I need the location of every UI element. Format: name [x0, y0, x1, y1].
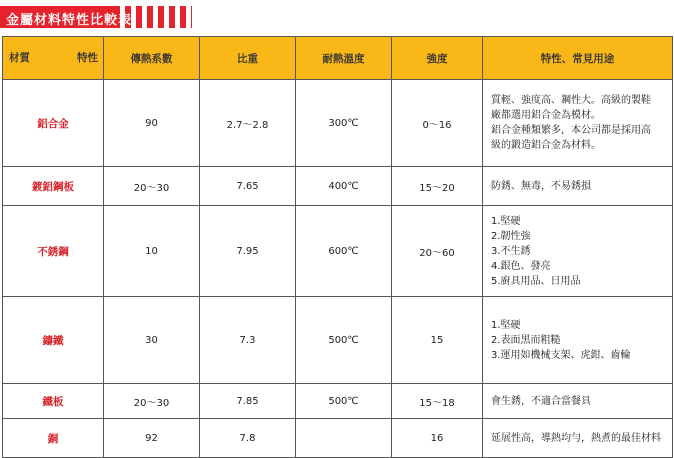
uses-line: 級的鍛造鋁合金為材料。 [491, 140, 601, 151]
table-row [3, 384, 673, 419]
title-banner [0, 6, 190, 28]
conductivity-cell: 20～30 [104, 167, 200, 206]
comparison-table [2, 36, 673, 458]
strength-cell: 16 [392, 419, 483, 458]
strength-cell: 15 [392, 297, 483, 384]
uses-line: 1.堅硬 [491, 215, 521, 227]
material-name: 鐵板 [3, 384, 104, 419]
header-material-property [3, 37, 104, 80]
material-name: 鋁合金 [3, 80, 104, 167]
gravity-cell: 7.95 [200, 206, 296, 297]
material-name: 銅 [3, 419, 104, 458]
heat-cell: 500℃ [296, 384, 392, 419]
gravity-cell: 7.8 [200, 419, 296, 458]
table-row [3, 297, 673, 384]
strength-cell: 20～60 [392, 206, 483, 297]
uses-cell [483, 167, 673, 206]
page-title: 金屬材料特性比較表 [6, 13, 133, 28]
conductivity-cell: 20～30 [104, 384, 200, 419]
strength-cell: 0～16 [392, 80, 483, 167]
uses-cell [483, 419, 673, 458]
table-row [3, 80, 673, 167]
conductivity-cell: 30 [104, 297, 200, 384]
heat-cell: 400℃ [296, 167, 392, 206]
uses-line: 4.銀色、發亮 [491, 260, 551, 272]
header-conductivity: 傳熱系數 [104, 37, 200, 80]
uses-line: 防銹、無毒，不易銹損 [491, 180, 591, 192]
header-heat: 耐熱溫度 [296, 37, 392, 80]
strength-cell: 15～18 [392, 384, 483, 419]
uses-line: 質輕、強度高、鋼性大。高級的製鞋 [491, 95, 651, 106]
header-row [3, 37, 673, 80]
uses-line: 3.運用如機械支架、虎鉗、齒輪 [491, 349, 631, 361]
uses-line: 2.表面黑而粗糙 [491, 334, 561, 346]
header-strength: 強度 [392, 37, 483, 80]
table-row [3, 419, 673, 458]
heat-cell: 500℃ [296, 297, 392, 384]
header-material: 材質 [9, 52, 30, 64]
uses-line: 廠都選用鋁合金為模材。 [491, 110, 601, 121]
heat-cell: 600℃ [296, 206, 392, 297]
uses-line: 1.堅硬 [491, 319, 521, 331]
header-property: 特性 [77, 52, 98, 64]
strength-cell: 15～20 [392, 167, 483, 206]
gravity-cell: 7.85 [200, 384, 296, 419]
uses-line: 鋁合金種類繁多，本公司都是採用高 [491, 125, 651, 136]
conductivity-cell: 10 [104, 206, 200, 297]
heat-cell: 300℃ [296, 80, 392, 167]
uses-line: 會生銹，不適合當餐具 [491, 395, 591, 407]
uses-cell [483, 384, 673, 419]
table-row [3, 206, 673, 297]
conductivity-cell: 90 [104, 80, 200, 167]
conductivity-cell: 92 [104, 419, 200, 458]
uses-line: 5.廚具用品、日用品 [491, 275, 581, 287]
uses-cell [483, 206, 673, 297]
material-name: 鍍鋁鋼板 [3, 167, 104, 206]
uses-line: 延展性高，導熱均勻，熱煮的最佳材料 [491, 432, 661, 444]
gravity-cell: 2.7～2.8 [200, 80, 296, 167]
gravity-cell: 7.3 [200, 297, 296, 384]
header-uses: 特性、常見用途 [483, 37, 673, 80]
heat-cell [296, 419, 392, 458]
uses-cell [483, 80, 673, 167]
material-name: 鑄鐵 [3, 297, 104, 384]
material-name: 不銹鋼 [3, 206, 104, 297]
header-gravity: 比重 [200, 37, 296, 80]
uses-line: 2.韌性強 [491, 230, 531, 242]
gravity-cell: 7.65 [200, 167, 296, 206]
table-row [3, 167, 673, 206]
uses-line: 3.不生銹 [491, 245, 531, 257]
uses-cell [483, 297, 673, 384]
